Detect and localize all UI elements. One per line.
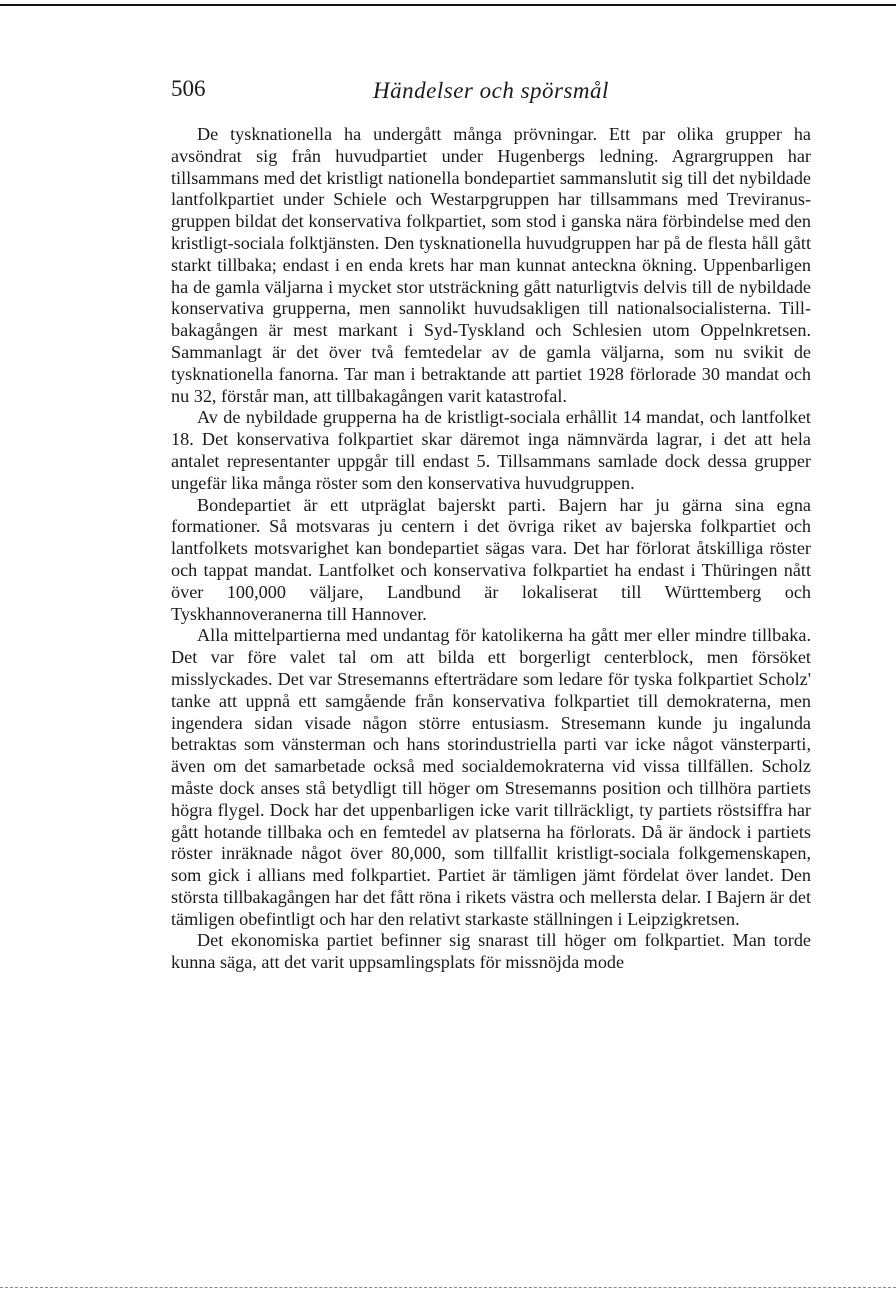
- paragraph-tysknationella: De tysknationella ha undergått många prövningar. Ett par olika grupper ha avsöndrat sig från huvudpartiet under Hugenbergs ledning. Agrargruppen har tillsammans med det kristligt nationella bondepartiet sammanslutit sig till det nybildade lantfolkpartiet under Schiele och Westarpgruppen har tillsammans med Treviranus-gruppen bildat det konservativa folkpartiet, som stod i ganska nära förbindelse med den kristligt-sociala folktjänsten. Den tysknationella huvudgruppen har på de flesta håll gått starkt tillbaka; endast i en enda krets har man kunnat anteckna ökning. Uppenbarligen ha de gamla väljarna i mycket stor utsträckning gått naturligtvis delvis till de nybildade konservativa grupperna, men sannolikt huvudsakligen till nationalsocialisterna. Tillbakagången är mest markant i Syd-Tyskland och Schlesien utom Oppelnkretsen. Sammanlagt är det över två femtedelar av de gamla väljarna, som nu svikit de tysknationella fanorna. Tar man i betraktande att partiet 1928 förlorade 30 mandat och nu 32, förstår man, att tillbakagången varit katastrofal.: [171, 124, 811, 406]
- running-title: Händelser och spörsmål: [373, 78, 609, 103]
- top-scan-border: [0, 4, 896, 6]
- paragraph-ekonomiska-partiet: Det ekonomiska partiet befinner sig snarast till höger om folkpartiet. Man torde kunna säga, att det varit uppsamlingsplats för missnöjda mode: [171, 930, 811, 973]
- page-number: 506: [171, 76, 206, 101]
- book-page: [171, 72, 811, 974]
- paragraph-nybildade-grupperna: Av de nybildade grupperna ha de kristligt-sociala erhållit 14 mandat, och lantfolket 18. Det konservativa folkpartiet skar däremot inga nämnvärda lagrar, i det att hela antalet representanter uppgår till endast 5. Tillsammans samlade dock dessa grupper ungefär lika många röster som den konservativa huvudgruppen.: [171, 407, 811, 493]
- bottom-scan-border: [0, 1287, 896, 1288]
- paragraph-mittelpartierna: Alla mittelpartierna med undantag för katolikerna ha gått mer eller mindre tillbaka. Det var före valet tal om att bilda ett borgerligt centerblock, men försöket misslyckades. Det var Stresemanns efterträdare som ledare för tyska folkpartiet Scholz' tanke att uppnå ett samgående från konservativa folkpartiet till demokraterna, men ingendera sidan visade någon större entusiasm. Stresemann kunde ju ingalunda betraktas som vänsterman och hans storindustriella parti var icke något vänsterparti, även om det samarbetade också med socialdemokraterna vid vissa tillfällen. Scholz måste dock anses stå betydligt till höger om Stresemanns position och tillhöra partiets högra flygel. Dock har det uppenbarligen icke varit tillräckligt, ty partiets röstsiffra har gått hotande tillbaka och en femtedel av platserna ha förlorats. Då är ändock i partiets röster inräknade något över 80,000, som tillfallit kristligt-sociala folkgemenskapen, som gick i allians med folkpartiet. Partiet är tämligen jämt fördelat över landet. Den största tillbakagången har det fått röna i rikets västra och mellersta delar. I Bajern är det tämligen obefintligt och har den relativt starkaste ställningen i Leipzigkretsen.: [171, 625, 811, 929]
- running-head: [171, 72, 811, 112]
- body-text: [171, 124, 811, 974]
- paragraph-bondepartiet: Bondepartiet är ett utpräglat bajerskt parti. Bajern har ju gärna sina egna formationer. Så motsvaras ju centern i det övriga riket av bajerska folkpartiet och lantfolkets motsvarighet kan bondepartiet sägas vara. Det har förlorat åtskilliga röster och tappat mandat. Lantfolket och konservativa folkpartiet ha endast i Thüringen nått över 100,000 väljare, Landbund är lokaliserat till Württemberg och Tyskhannoveranerna till Hannover.: [171, 494, 811, 624]
